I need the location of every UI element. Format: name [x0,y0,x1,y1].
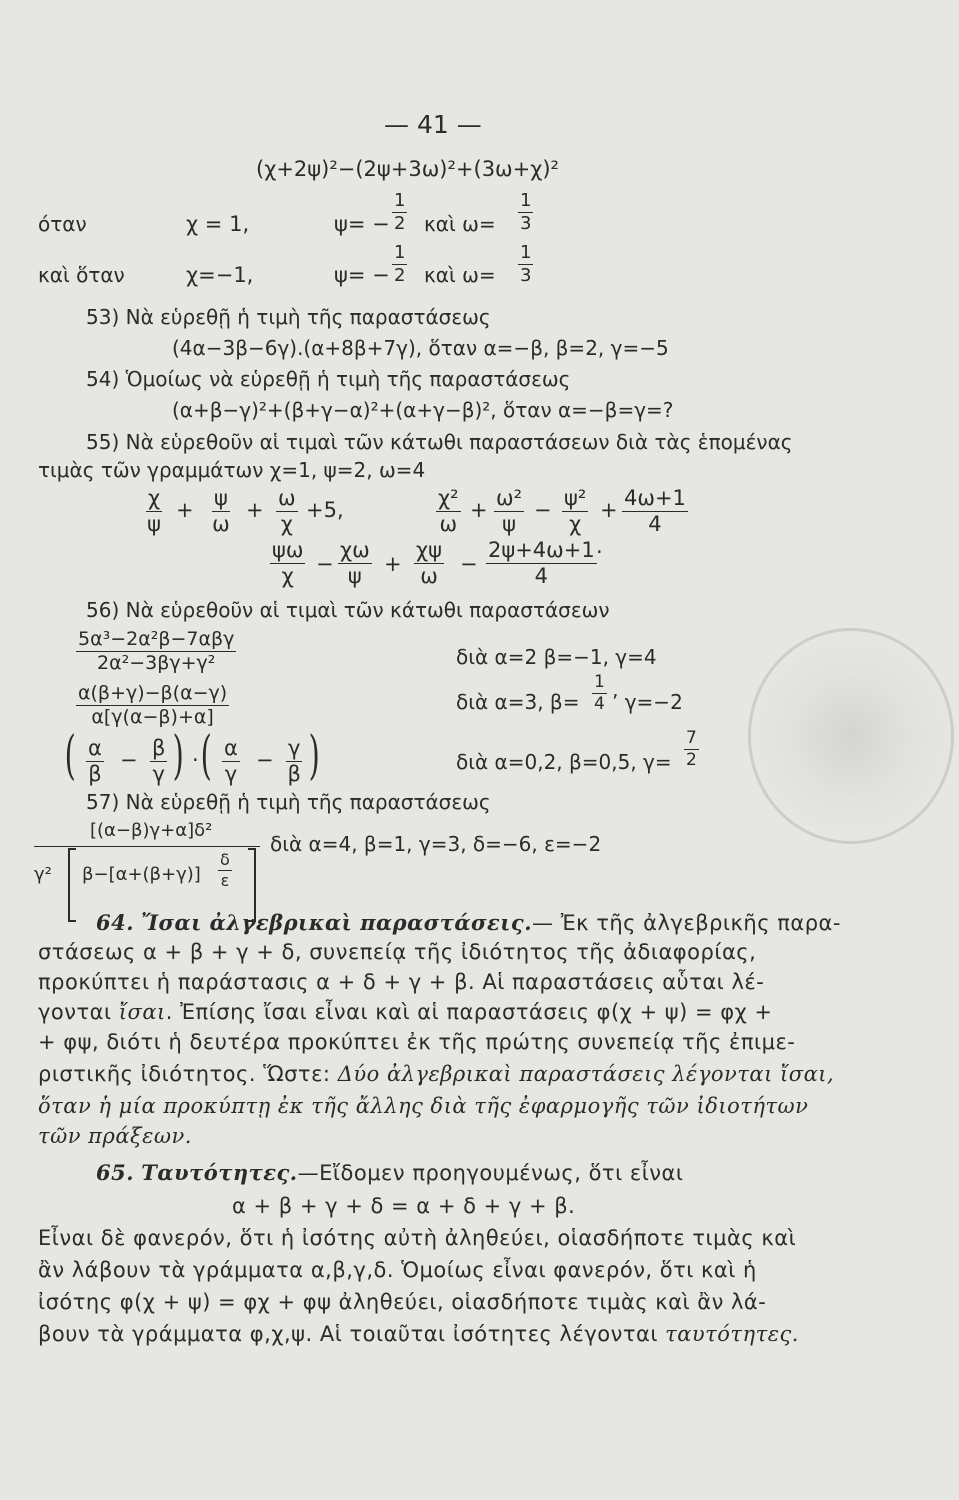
e2-frac-b: $\frac{\text{ω²}}{\psi}$ [496,486,523,536]
section-64-line3: προκύπτει ἡ παράστασις α + δ + γ + β. Αἱ παραστάσεις αὗται λέ- [38,970,765,994]
paren-close-2: ) [308,726,320,786]
p57-den-inner: β−[α+(β+γ)] [82,864,201,885]
cond1-frac-psi: $\frac{1}{2}$ [394,190,406,234]
section-64-line6a: ριστικῆς ἰδιότητος. Ὥστε: [38,1062,338,1086]
p56-f3-frac-c: $\frac{\alpha}{\gamma}$ [224,736,238,786]
e2-frac-d: $\frac{4\omega+1}{4}$ [624,486,686,536]
e2-plus1: + [470,498,488,522]
p56-condition-2-frac: $\frac{1}{4}$ [594,672,605,714]
p57-fraction-bar [34,846,260,847]
problem-55-line1: 55) Νὰ εὑρεθοῦν αἱ τιμαὶ τῶν κάτωθι παραστάσεων διὰ τὰς ἑπομένας [86,430,793,454]
section-64-number: 64. [96,910,135,935]
e2-frac-a: $\frac{\text{χ²}}{\omega}$ [438,486,459,536]
e2-frac-c: $\frac{\text{ψ²}}{\chi}$ [564,486,587,536]
cond2-x: χ=−1, [186,263,254,287]
e2-minus: − [534,498,552,522]
p57-den-frac: $\frac{\delta}{\varepsilon}$ [220,850,230,890]
section-64-line7: ὅταν ἡ μία προκύπτῃ ἐκ τῆς ἄλλης διὰ τῆς ἐφαρμογῆς τῶν ἰδιοτήτων [38,1094,809,1118]
p56-condition-2-rest: ’ γ=−2 [612,690,683,714]
p57-bracket-left [68,848,76,922]
section-65-title: Ταυτότητες. [141,1160,298,1185]
p56-f3-dot: · [192,748,199,772]
cond1-psi: ψ= − [334,212,390,236]
e1-frac-b: $\frac{\psi}{\omega}$ [212,486,230,536]
p56-f3-minus2: − [256,748,274,772]
p56-condition-3: διὰ α=0,2, β=0,5, γ= [456,750,672,774]
problem-56-title: 56) Νὰ εὑρεθοῦν αἱ τιμαὶ τῶν κάτωθι παραστάσεων [86,598,610,622]
e3-plus: + [384,552,402,576]
problem-53-expression: (4α−3β−6γ).(α+8β+7γ), ὅταν α=−β, β=2, γ=−5 [172,336,669,360]
cond1-label: όταν [38,212,87,236]
paren-close-1: ) [172,726,184,786]
e3-minus2: − [460,552,478,576]
section-65-line5a: βουν τὰ γράμματα φ,χ,ψ. Αἱ τοιαῦται ἰσότητες λέγονται [38,1322,666,1346]
e3-frac-d: $\frac{2\psi+4\omega+1}{4}$ [488,538,595,588]
section-65-line1: —Εἴδομεν προηγουμένως, ὅτι εἶναι [297,1161,684,1185]
cond1-frac-omega: $\frac{1}{3}$ [520,190,532,234]
section-65-line4: ἰσότης φ(χ + ψ) = φχ + φψ ἀληθεύει, οἱασδήποτε τιμὰς καὶ ἂν λά- [38,1290,767,1314]
cond2-frac-psi: $\frac{1}{2}$ [394,242,406,286]
e1-frac-a: $\frac{\chi}{\psi}$ [147,486,161,536]
section-65-line2: Εἶναι δὲ φανερόν, ὅτι ἡ ἰσότης αὐτὴ ἀληθεύει, οἱασδήποτε τιμὰς καὶ [38,1226,797,1250]
p57-numerator: [(α−β)γ+α]δ² [90,820,213,841]
e1-plus1: + [176,498,194,522]
paren-open-1: ( [64,726,76,786]
e3-minus1: − [316,552,334,576]
cond2-label: καὶ ὅταν [38,263,125,287]
p56-f3-minus1: − [120,748,138,772]
problem-54-title: 54) Ὁμοίως νὰ εὑρεθῇ ἡ τιμὴ τῆς παραστάσεως [86,367,571,391]
section-64-line4c: . Ἐπίσης ἴσαι εἶναι καὶ αἱ παραστάσεις φ(χ + ψ) = φχ + [165,1000,773,1024]
cond2-and: καὶ ω= [424,263,496,287]
p56-condition-1: διὰ α=2 β=−1, γ=4 [456,645,657,669]
p56-f3-frac-b: $\frac{\beta}{\gamma}$ [152,736,166,786]
section-64-line2: στάσεως α + β + γ + δ, συνεπείᾳ τῆς ἰδιότητος τῆς ἀδιαφορίας, [38,940,757,964]
e3-frac-a: $\frac{\psi\omega}{\chi}$ [272,538,304,588]
section-65-term-tautotites: ταυτότητες. [665,1322,799,1346]
cond1-and: καὶ ω= [424,212,496,236]
section-64-line4a: γονται [38,1000,119,1024]
p56-f3-frac-d: $\frac{\gamma}{\beta}$ [287,736,301,786]
section-64-line1: — Ἐκ τῆς ἀλγεβρικῆς παρα- [532,911,841,935]
p57-den-prefix: γ² [34,864,52,885]
e2-plus2: + [600,498,618,522]
p56-fraction-2: $\frac{\alpha(\beta+\gamma)-\beta(\alpha-\gamma)}{\alpha[\gamma(\alpha-\beta)+\alpha]}$ [78,682,228,728]
cond2-psi: ψ= − [334,263,390,287]
problem-53-title: 53) Νὰ εὑρεθῇ ἡ τιμὴ τῆς παραστάσεως [86,305,491,329]
e3-frac-c: $\frac{\chi\psi}{\omega}$ [416,538,442,588]
paren-open-2: ( [200,726,212,786]
e3-end: . [596,534,603,558]
problem-55-line2: τιμὰς τῶν γραμμάτων χ=1, ψ=2, ω=4 [38,458,426,482]
p56-fraction-1: 5α³−2α²β−7αβγ 2α²−3βγ+γ² [78,628,235,674]
cond2-frac-omega: $\frac{1}{3}$ [520,242,532,286]
p56-f3-frac-a: $\frac{\alpha}{\beta}$ [88,736,102,786]
section-64-line5: + φψ, διότι ἡ δευτέρα προκύπτει ἐκ τῆς πρώτης συνεπείᾳ τῆς ἐπιμε- [38,1030,796,1054]
e3-frac-b: $\frac{\chi\omega}{\psi}$ [340,538,370,588]
section-64-title: Ἴσαι ἀλγεβρικαὶ παραστάσεις. [141,910,533,935]
problem-57-title: 57) Νὰ εὑρεθῇ ἡ τιμὴ τῆς παραστάσεως [86,790,491,814]
p56-condition-2: διὰ α=3, β= [456,690,580,714]
e1-plus2: + [246,498,264,522]
section-64-definition: Δύο ἀλγεβρικαὶ παραστάσεις λέγονται ἴσαι, [337,1062,835,1086]
p57-condition: διὰ α=4, β=1, γ=3, δ=−6, ε=−2 [270,832,602,856]
e1-tail: +5, [306,498,344,522]
p56-condition-3-frac: $\frac{7}{2}$ [686,728,697,770]
section-64-term-isai: ἴσαι [118,1000,166,1024]
top-expression: (χ+2ψ)²−(2ψ+3ω)²+(3ω+χ)² [256,157,559,181]
section-64-line8: τῶν πράξεων. [38,1124,192,1148]
problem-54-expression: (α+β−γ)²+(β+γ−α)²+(α+γ−β)², ὅταν α=−β=γ=? [172,398,674,422]
page-number: — 41 — [384,110,482,139]
section-65-equation: α + β + γ + δ = α + δ + γ + β. [232,1194,576,1218]
e1-frac-c: $\frac{\omega}{\chi}$ [278,486,296,536]
section-65-number: 65. [96,1160,135,1185]
cond1-x: χ = 1, [186,212,250,236]
section-65-line3: ἂν λάβουν τὰ γράμματα α,β,γ,δ. Ὁμοίως εἶναι φανερόν, ὅτι καὶ ἡ [38,1258,757,1282]
library-stamp [748,628,954,844]
